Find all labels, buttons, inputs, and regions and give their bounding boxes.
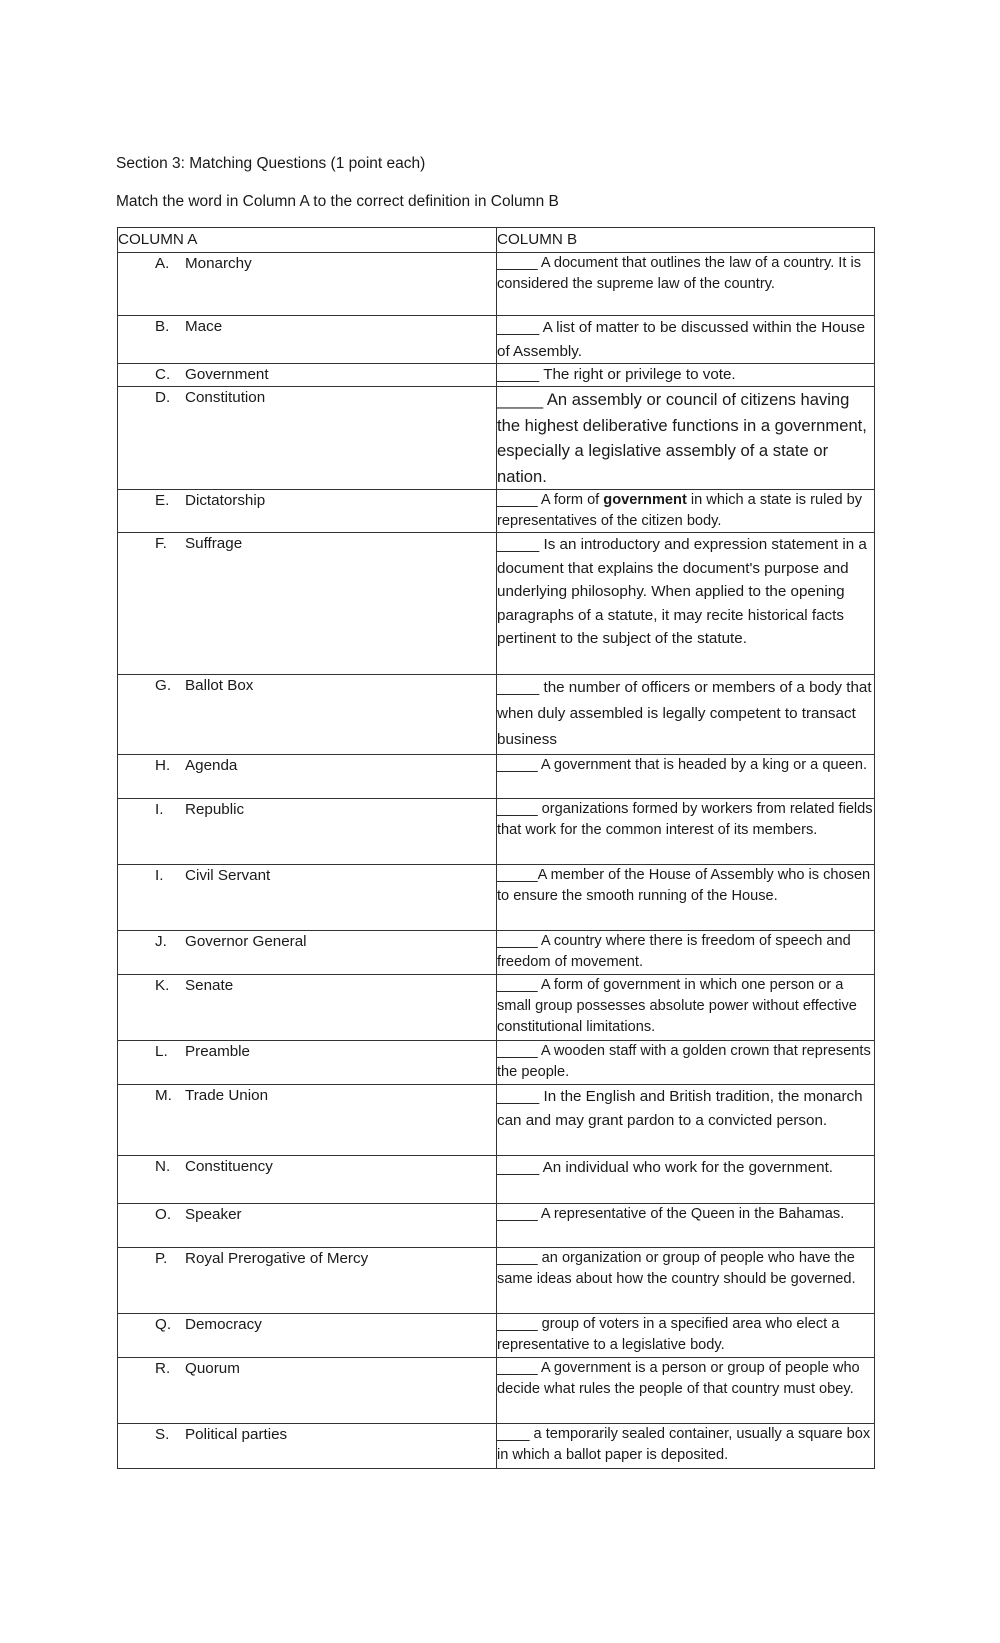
term-text: Dictatorship: [185, 492, 266, 509]
column-a-header: COLUMN A: [118, 228, 497, 253]
definition-cell: [497, 975, 875, 1041]
definition-text-post: in which a state is ruled by representatives of the citizen body.: [497, 492, 863, 529]
term-cell: [118, 1358, 497, 1424]
table-row: [118, 1085, 875, 1156]
answer-blank[interactable]: _____: [497, 1159, 540, 1176]
term-letter: O.: [155, 1206, 172, 1223]
term-text: Governor General: [185, 933, 307, 950]
term-letter: H.: [155, 757, 171, 774]
definition-text: A document that outlines the law of a country. It is considered the supreme law of the country.: [497, 255, 862, 292]
definition-text: A government that is headed by a king or a queen.: [540, 757, 867, 773]
term-text: Civil Servant: [185, 867, 271, 884]
definition-text: A government is a person or group of people who decide what rules the people of that country must obey.: [497, 1360, 860, 1397]
term-letter: S.: [155, 1426, 170, 1443]
term-cell: [118, 975, 497, 1041]
definition-text: A member of the House of Assembly who is chosen to ensure the smooth running of the House.: [497, 867, 871, 904]
table-row: [118, 253, 875, 316]
term-cell: [118, 387, 497, 490]
term-cell: [118, 931, 497, 975]
answer-blank[interactable]: _____: [497, 757, 538, 773]
definition-text: The right or privilege to vote.: [543, 366, 736, 383]
table-row: [118, 1358, 875, 1424]
definition-text: An assembly or council of citizens having the highest deliberative functions in a government, especially a legislative assembly of a state or nation.: [497, 390, 867, 486]
table-row: [118, 1248, 875, 1314]
table-row: [118, 1041, 875, 1085]
term-text: Royal Prerogative of Mercy: [185, 1250, 369, 1267]
definition-cell: [497, 931, 875, 975]
term-cell: [118, 1424, 497, 1469]
definition-text: the number of officers or members of a body that when duly assembled is legally competent to transact business: [497, 679, 872, 748]
definition-cell: [497, 1314, 875, 1358]
answer-blank[interactable]: _____: [497, 977, 538, 993]
definition-text: In the English and British tradition, the monarch can and may grant pardon to a convicted person.: [497, 1088, 863, 1129]
table-row: [118, 755, 875, 799]
term-letter: I.: [155, 867, 164, 884]
term-letter: G.: [155, 677, 172, 694]
answer-blank[interactable]: _____: [497, 536, 540, 553]
term-text: Ballot Box: [185, 677, 254, 694]
term-letter: K.: [155, 977, 170, 994]
definition-cell: [497, 364, 875, 387]
definition-cell: [497, 253, 875, 316]
term-text: Quorum: [185, 1360, 240, 1377]
table-row: [118, 799, 875, 865]
term-letter: J.: [155, 933, 167, 950]
instructions: Match the word in Column A to the correct definition in Column B: [116, 193, 559, 210]
term-letter: B.: [155, 318, 170, 335]
table-row: [118, 865, 875, 931]
term-cell: [118, 675, 497, 755]
term-text: Preamble: [185, 1043, 250, 1060]
term-cell: [118, 865, 497, 931]
definition-text: group of voters in a specified area who elect a representative to a legislative body.: [497, 1316, 840, 1353]
definition-cell: [497, 755, 875, 799]
term-cell: [118, 490, 497, 533]
definition-cell: [497, 865, 875, 931]
answer-blank[interactable]: _____: [497, 1250, 538, 1266]
term-text: Trade Union: [185, 1087, 269, 1104]
definition-cell: [497, 1156, 875, 1204]
answer-blank[interactable]: _____: [497, 492, 538, 508]
term-cell: [118, 1314, 497, 1358]
term-text: Political parties: [185, 1426, 288, 1443]
term-cell: [118, 253, 497, 316]
answer-blank[interactable]: _____: [497, 679, 540, 696]
definition-bold-term: government: [603, 492, 687, 508]
answer-blank[interactable]: _____: [497, 390, 544, 409]
table-row: [118, 364, 875, 387]
term-cell: [118, 364, 497, 387]
term-text: Constitution: [185, 389, 266, 406]
answer-blank[interactable]: _____: [497, 319, 540, 336]
term-letter: P.: [155, 1250, 168, 1267]
term-letter: L.: [155, 1043, 168, 1060]
answer-blank[interactable]: _____: [497, 366, 540, 383]
definition-cell: [497, 387, 875, 490]
term-cell: [118, 316, 497, 364]
answer-blank[interactable]: _____: [497, 255, 538, 271]
definition-text: an organization or group of people who have the same ideas about how the country should be governed.: [497, 1250, 856, 1287]
term-letter: N.: [155, 1158, 171, 1175]
column-b-header: COLUMN B: [497, 228, 875, 253]
answer-blank[interactable]: _____: [497, 1316, 538, 1332]
term-text: Government: [185, 366, 269, 383]
term-cell: [118, 1248, 497, 1314]
term-text: Republic: [185, 801, 245, 818]
definition-cell: [497, 1424, 875, 1469]
section-title: Section 3: Matching Questions (1 point each): [116, 155, 426, 172]
term-letter: I.: [155, 801, 164, 818]
answer-blank[interactable]: _____: [497, 867, 538, 883]
table-row: [118, 316, 875, 364]
matching-table: [117, 227, 875, 1469]
table-row: [118, 387, 875, 490]
term-cell: [118, 533, 497, 675]
table-row: [118, 1156, 875, 1204]
term-text: Monarchy: [185, 255, 252, 272]
table-row: [118, 1314, 875, 1358]
definition-text: A representative of the Queen in the Bahamas.: [540, 1206, 845, 1222]
definition-text: A country where there is freedom of speech and freedom of movement.: [497, 933, 851, 970]
term-text: Suffrage: [185, 535, 243, 552]
answer-blank[interactable]: _____: [497, 1043, 538, 1059]
term-text: Agenda: [185, 757, 238, 774]
term-text: Mace: [185, 318, 223, 335]
term-cell: [118, 1204, 497, 1248]
definition-text: An individual who work for the government.: [542, 1159, 834, 1176]
term-letter: R.: [155, 1360, 171, 1377]
table-header-row: [118, 228, 875, 253]
term-text: Democracy: [185, 1316, 262, 1333]
term-cell: [118, 799, 497, 865]
definition-text: organizations formed by workers from related fields that work for the common interest of its members.: [497, 801, 873, 838]
answer-blank[interactable]: _____: [497, 1206, 538, 1222]
table-row: [118, 490, 875, 533]
definition-cell: [497, 533, 875, 675]
term-cell: [118, 1156, 497, 1204]
definition-text: A wooden staff with a golden crown that represents the people.: [497, 1043, 871, 1080]
table-row: [118, 975, 875, 1041]
term-letter: F.: [155, 535, 167, 552]
answer-blank[interactable]: ____: [497, 1426, 530, 1442]
definition-cell: [497, 1248, 875, 1314]
definition-text: a temporarily sealed container, usually a square box in which a ballot paper is deposited.: [497, 1426, 871, 1463]
definition-cell: [497, 1085, 875, 1156]
term-letter: E.: [155, 492, 170, 509]
term-letter: A.: [155, 255, 170, 272]
term-text: Senate: [185, 977, 234, 994]
term-text: Constituency: [185, 1158, 273, 1175]
table-row: [118, 1424, 875, 1469]
term-letter: D.: [155, 389, 171, 406]
table-row: [118, 533, 875, 675]
term-cell: [118, 755, 497, 799]
definition-cell: [497, 1358, 875, 1424]
term-letter: Q.: [155, 1316, 172, 1333]
answer-blank[interactable]: _____: [497, 933, 538, 949]
definition-cell: [497, 490, 875, 533]
definition-text: Is an introductory and expression statement in a document that explains the document's purpose and underlying philosophy. When applied to the opening paragraphs of a statute, it may recite historical facts pertinent to the subject of the statute.: [497, 536, 867, 647]
answer-blank[interactable]: _____: [497, 1360, 538, 1376]
definition-text: A list of matter to be discussed within the House of Assembly.: [497, 319, 866, 360]
answer-blank[interactable]: _____: [497, 1088, 540, 1105]
answer-blank[interactable]: _____: [497, 801, 538, 817]
term-letter: C.: [155, 366, 171, 383]
definition-cell: [497, 316, 875, 364]
term-cell: [118, 1041, 497, 1085]
definition-text-pre: A form of: [540, 492, 604, 508]
term-letter: M.: [155, 1087, 172, 1104]
definition-text: A form of government in which one person or a small group possesses absolute power without effective constitutional limitations.: [497, 977, 857, 1035]
term-cell: [118, 1085, 497, 1156]
table-row: [118, 931, 875, 975]
table-row: [118, 675, 875, 755]
definition-cell: [497, 1204, 875, 1248]
definition-cell: [497, 675, 875, 755]
table-row: [118, 1204, 875, 1248]
definition-cell: [497, 1041, 875, 1085]
term-text: Speaker: [185, 1206, 242, 1223]
definition-cell: [497, 799, 875, 865]
